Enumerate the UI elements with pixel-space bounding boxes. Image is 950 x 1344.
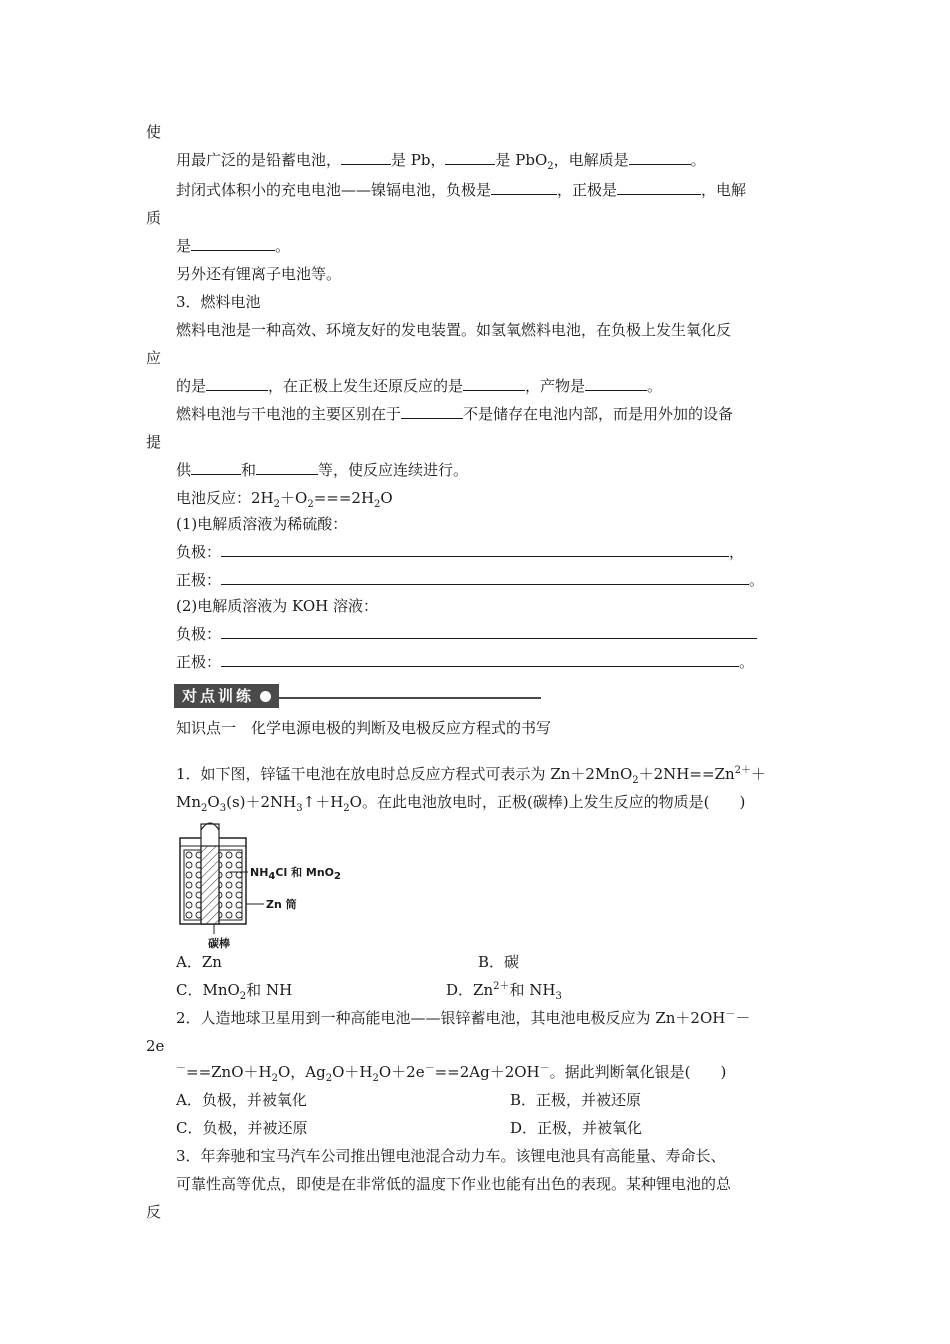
text: 是 Pb， <box>391 151 446 169</box>
dry-cell-figure <box>174 820 354 956</box>
banner-box <box>174 684 279 708</box>
answer-blank[interactable] <box>191 460 241 475</box>
question-2-line-2: 2e <box>146 1037 165 1055</box>
text: 是 PbO <box>495 151 548 169</box>
text: O <box>380 489 393 507</box>
knowledge-point-heading: 知识点一 化学电源电极的判断及电极反应方程式的书写 <box>176 719 552 737</box>
banner-rule <box>279 697 541 699</box>
option-b[interactable]: B．碳 <box>478 953 520 971</box>
text: ，在正极上发生还原反应的是 <box>268 377 464 395</box>
answer-blank[interactable] <box>221 542 729 557</box>
option-b[interactable]: B．正极，并被还原 <box>510 1091 642 1109</box>
text-line <box>176 150 706 170</box>
bullet-icon <box>260 691 271 702</box>
option-a[interactable]: A．负极，并被氧化 <box>176 1091 307 1109</box>
text: 的是 <box>176 377 207 395</box>
text-line <box>176 236 290 256</box>
text: (s)＋2NH <box>226 793 297 811</box>
subscript: 3 <box>219 803 227 814</box>
text-line <box>176 542 744 562</box>
banner-title: 对点训练 <box>182 687 255 705</box>
option-c[interactable]: C．负极，并被还原 <box>176 1119 308 1137</box>
carbon-rod-label: 碳棒 <box>208 937 230 950</box>
text-line <box>176 652 754 672</box>
text-line <box>176 624 757 644</box>
text-line: 提 <box>146 433 162 451</box>
text: 1．如下图，锌锰干电池在放电时总反应方程式可表示为 Zn＋2MnO <box>176 765 633 783</box>
text-line <box>176 180 746 200</box>
text: 供 <box>176 461 192 479</box>
subscript: 2 <box>547 161 554 172</box>
answer-blank[interactable] <box>221 624 757 639</box>
answer-blank[interactable] <box>401 404 463 419</box>
text: 负极： <box>176 543 222 561</box>
text: 。 <box>749 571 765 589</box>
text: ，电解质是 <box>553 151 629 169</box>
text: 正极： <box>176 653 222 671</box>
text: 和 <box>241 461 257 479</box>
text: 。 <box>275 237 291 255</box>
text-line <box>176 460 468 480</box>
answer-blank[interactable] <box>585 376 647 391</box>
question-3-line-1: 3．年奔驰和宝马汽车公司推出锂电池混合动力车。该锂电池具有高能量、寿命长、 <box>176 1147 726 1165</box>
answer-blank[interactable] <box>341 150 391 165</box>
text-line: (1)电解质溶液为稀硫酸： <box>176 515 348 533</box>
subscript: 2 <box>632 775 639 786</box>
answer-blank[interactable] <box>491 180 557 195</box>
question-3-line-3: 反 <box>146 1203 162 1221</box>
superscript: 2＋ <box>734 765 751 776</box>
answer-blank[interactable] <box>629 150 691 165</box>
paste-label: $NH_4Cl$ 和 MnO$_2$ <box>250 866 341 883</box>
question-2-line-3: $^-==ZnO+H_2O$，$Ag_2O+H_2O+2e^-==2Ag+2OH^-$。据此判断氧化银是( ) <box>176 1063 727 1084</box>
text: ↑＋H <box>302 793 344 811</box>
option-d[interactable]: D．正极，并被氧化 <box>510 1119 643 1137</box>
text: 。 <box>739 653 755 671</box>
text-line: 质 <box>146 209 162 227</box>
text-line: (2)电解质溶液为 KOH 溶液： <box>176 597 378 615</box>
subscript: 3 <box>296 803 303 814</box>
text: 是 <box>176 237 192 255</box>
text: 正极： <box>176 571 222 589</box>
answer-blank[interactable] <box>221 652 739 667</box>
text: 电池反应：2H <box>176 489 274 507</box>
answer-blank[interactable] <box>221 570 749 585</box>
text: 负极： <box>176 625 222 643</box>
text-line: 应 <box>146 349 162 367</box>
text: Mn <box>176 793 202 811</box>
text-line: 燃料电池是一种高效、环境友好的发电装置。如氢氧燃料电池，在负极上发生氧化反 <box>176 321 732 339</box>
option-d[interactable]: D．$Zn^{2+}$和 $NH_3$ <box>446 981 562 1002</box>
subscript: 2 <box>307 499 314 510</box>
subscript: 2 <box>374 499 381 510</box>
text: 燃料电池与干电池的主要区别在于 <box>176 405 402 423</box>
subscript: 2 <box>343 803 350 814</box>
section-banner <box>174 684 541 708</box>
answer-blank[interactable] <box>256 460 318 475</box>
text: ＋O <box>280 489 308 507</box>
text-line <box>176 570 764 590</box>
question-2-line-1: 2．人造地球卫星用到一种高能电池——银锌蓄电池，其电池电极反应为 Zn＋2OH－－ <box>176 1009 751 1027</box>
text: 。 <box>690 151 706 169</box>
subscript: 2 <box>201 803 208 814</box>
text: 不是储存在电池内部，而是用外加的设备 <box>463 405 734 423</box>
question-1-line-1 <box>176 764 766 784</box>
section-heading: 3．燃料电池 <box>176 293 261 311</box>
option-a[interactable]: A．Zn <box>176 953 222 971</box>
subscript: 2 <box>273 499 281 510</box>
text-line <box>176 404 733 424</box>
answer-blank[interactable] <box>463 376 525 391</box>
text-line <box>176 488 393 508</box>
text-line: 使 <box>146 123 162 141</box>
text: ，产物是 <box>525 377 586 395</box>
text: 等，使反应连续进行。 <box>318 461 469 479</box>
answer-blank[interactable] <box>191 236 275 251</box>
text: ，电解 <box>701 181 747 199</box>
answer-blank[interactable] <box>445 150 495 165</box>
text-line <box>176 376 662 396</box>
text: 封闭式体积小的充电电池——镍镉电池，负极是 <box>176 181 492 199</box>
dry-cell-diagram <box>174 820 354 952</box>
text: O。在此电池放电时，正极(碳棒)上发生反应的物质是( ) <box>349 793 746 811</box>
option-c[interactable]: C．MnO$_2$和 NH <box>176 981 293 1002</box>
question-3-line-2: 可靠性高等优点，即使是在非常低的温度下作业也能有出色的表现。某种锂电池的总 <box>176 1175 732 1193</box>
text: ，正极是 <box>557 181 618 199</box>
text: ， <box>729 543 745 561</box>
text: ===2H <box>313 489 375 507</box>
text: ＋2NH==Zn <box>638 765 735 783</box>
answer-blank[interactable] <box>617 180 701 195</box>
text: ＋ <box>751 765 767 783</box>
question-1-line-2 <box>176 792 745 812</box>
zinc-can-label: Zn 筒 <box>266 898 297 911</box>
text: 用最广泛的是铅蓄电池， <box>176 151 342 169</box>
answer-blank[interactable] <box>206 376 268 391</box>
text: 。 <box>647 377 663 395</box>
text-line: 另外还有锂离子电池等。 <box>176 265 342 283</box>
text: O <box>207 793 220 811</box>
